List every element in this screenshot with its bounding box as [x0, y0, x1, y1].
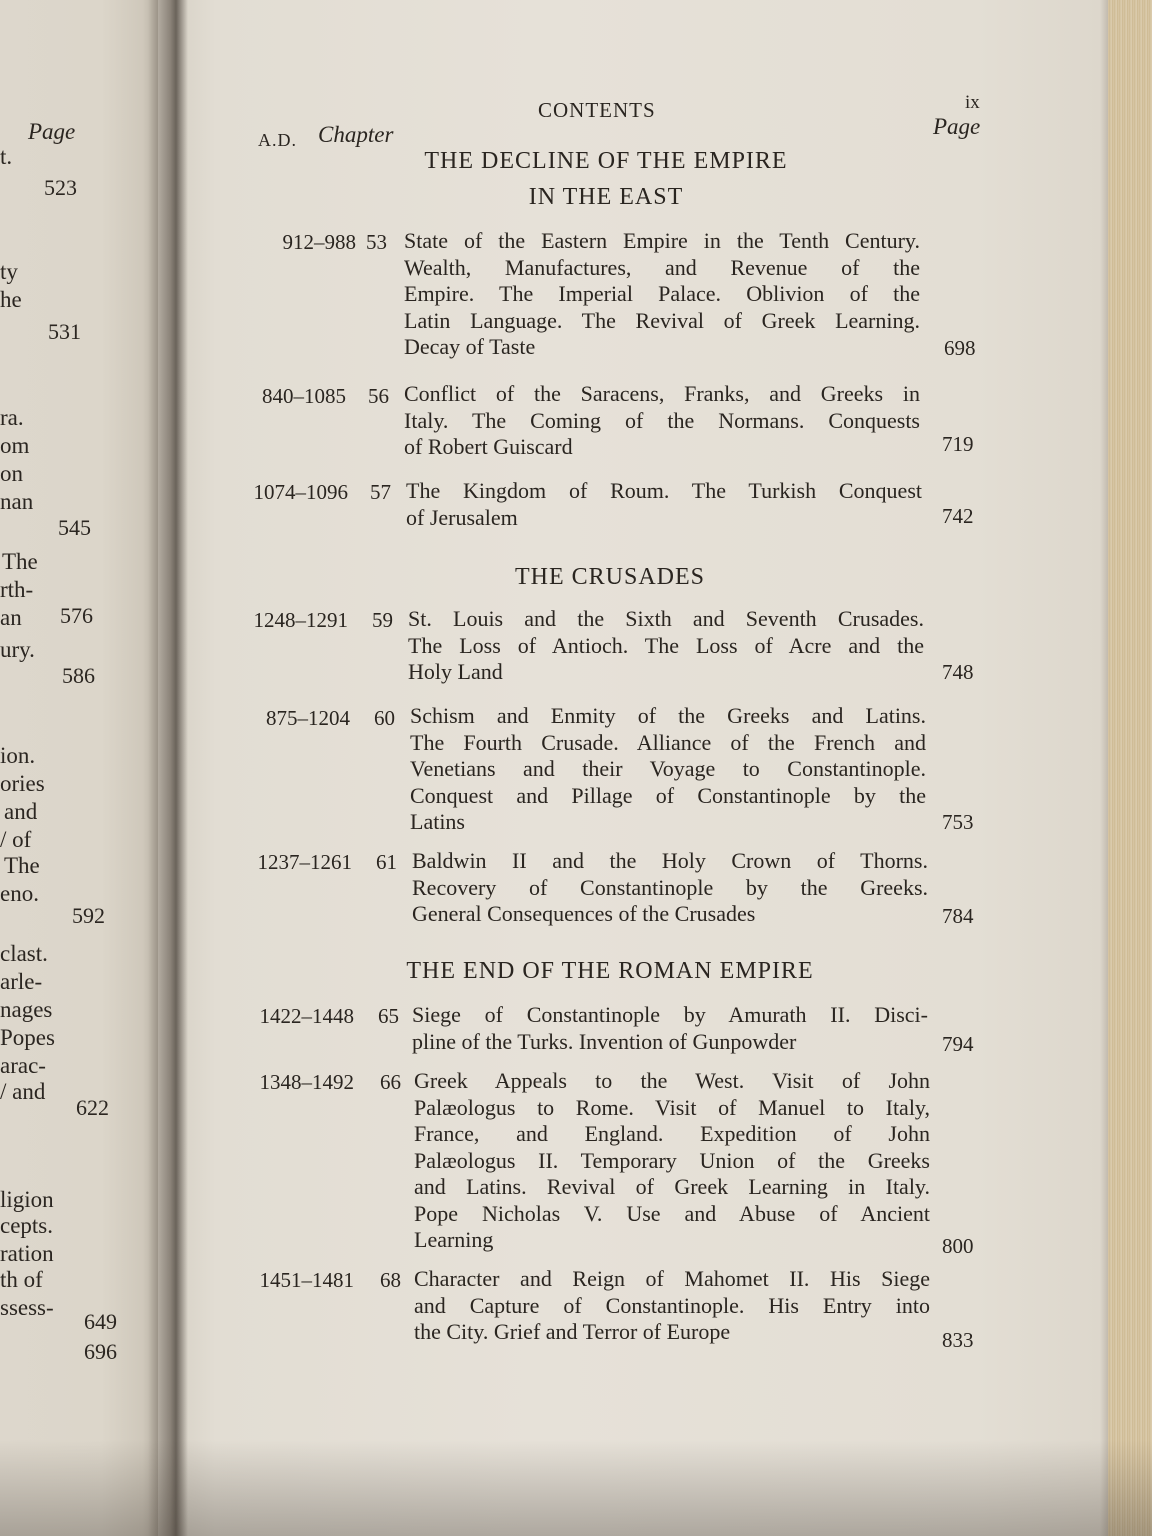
entry-page-number: 748 — [942, 660, 974, 684]
entry-line: Empire. The Imperial Palace. Oblivion of the — [404, 281, 920, 306]
section-title: THE END OF THE ROMAN EMPIRE — [406, 958, 814, 984]
left-fragment: cepts. — [0, 1213, 54, 1238]
entry-page-number: 742 — [942, 504, 974, 528]
left-fragment: / of — [0, 827, 32, 852]
entry-line: and Latins. Revival of Greek Learning in Italy. — [414, 1174, 930, 1199]
left-fragment: The — [4, 853, 40, 878]
entry-chapter: 61 — [376, 850, 397, 874]
left-fragment: nan — [0, 489, 34, 514]
left-fragment: ssess- — [0, 1295, 54, 1320]
left-page-number: 586 — [62, 663, 95, 688]
left-page-number: 592 — [72, 903, 105, 928]
entry-line: The Loss of Antioch. The Loss of Acre and the — [408, 632, 924, 658]
entry-description — [412, 1002, 928, 1055]
left-fragment: clast. — [0, 941, 48, 966]
entry-description — [410, 703, 926, 836]
entry-line: Character and Reign of Mahomet II. His Siege — [414, 1266, 930, 1291]
entry-chapter: 59 — [372, 608, 393, 632]
entry-chapter: 57 — [370, 480, 391, 504]
entry-line: General Consequences of the Crusades — [412, 901, 756, 926]
left-page-number: 622 — [76, 1095, 109, 1120]
left-page-number: 649 — [84, 1309, 117, 1334]
entry-line: Conflict of the Saracens, Franks, and Greeks in — [404, 381, 920, 406]
left-page-number: 545 — [58, 515, 91, 540]
left-fragment: nages — [0, 997, 53, 1022]
entry-line: Greek Appeals to the West. Visit of John — [414, 1068, 930, 1093]
page-roman-numeral: ix — [965, 92, 980, 113]
entry-chapter: 56 — [368, 384, 389, 408]
left-fragment: ion. — [0, 743, 36, 768]
entry-description — [404, 381, 920, 461]
ad-column-label: A.D. — [258, 130, 297, 150]
contents-title: CONTENTS — [538, 98, 656, 122]
left-fragment: t. — [0, 144, 13, 169]
entry-years: 1237–1261 — [257, 850, 352, 874]
left-fragment: ories — [0, 771, 45, 796]
entry-line: Italy. The Coming of the Normans. Conquests — [404, 407, 920, 433]
left-page-number: 576 — [60, 603, 93, 628]
left-fragment: and — [4, 799, 38, 824]
entry-years: 1248–1291 — [253, 608, 348, 632]
left-facing-page — [0, 0, 168, 1536]
entry-line: Conquest and Pillage of Constantinople by the — [410, 782, 926, 808]
entry-description — [406, 478, 922, 531]
entry-description — [404, 228, 920, 361]
left-fragment: arac- — [0, 1053, 46, 1078]
entry-line: Decay of Taste — [404, 334, 536, 359]
entry-line: Holy Land — [408, 659, 503, 684]
entry-years: 840–1085 — [262, 384, 346, 408]
entry-years: 875–1204 — [266, 706, 350, 730]
entry-line: Learning — [414, 1227, 494, 1252]
left-fragment: ligion — [0, 1187, 54, 1212]
section-title: IN THE EAST — [528, 184, 684, 210]
entry-years: 1348–1492 — [259, 1070, 354, 1094]
left-fragment: ra. — [0, 405, 24, 430]
entry-page-number: 719 — [942, 432, 974, 456]
page-column-label: Page — [933, 114, 981, 139]
entry-years: 1422–1448 — [259, 1004, 354, 1028]
entry-line: The Fourth Crusade. Alliance of the French and — [410, 729, 926, 755]
left-fragment: om — [0, 433, 30, 458]
left-page-number: 531 — [48, 319, 81, 344]
entry-line: Latins — [410, 809, 465, 834]
entry-line: Palæologus to Rome. Visit of Manuel to Italy, — [414, 1094, 930, 1120]
entry-description — [408, 606, 924, 686]
entry-line: Palæologus II. Temporary Union of the Greeks — [414, 1147, 930, 1173]
entry-years: 1074–1096 — [253, 480, 348, 504]
section-title: THE CRUSADES — [514, 564, 706, 590]
left-fragment: / and — [0, 1079, 46, 1104]
entry-years: 912–988 — [282, 230, 356, 254]
left-fragment: he — [0, 287, 22, 312]
entry-line: and Capture of Constantinople. His Entry into — [414, 1292, 930, 1318]
entry-line: Baldwin II and the Holy Crown of Thorns. — [412, 848, 928, 873]
entry-line: Venetians and their Voyage to Constantinople. — [410, 756, 926, 781]
entry-description — [412, 848, 928, 928]
entry-line: Latin Language. The Revival of Greek Learning. — [404, 307, 920, 333]
left-fragment: ration — [0, 1241, 54, 1266]
entry-line: St. Louis and the Sixth and Seventh Crusades. — [408, 606, 924, 631]
entry-page-number: 753 — [942, 810, 974, 834]
entry-line: Schism and Enmity of the Greeks and Latins. — [410, 703, 926, 728]
entry-chapter: 68 — [380, 1268, 401, 1292]
entry-page-number: 833 — [942, 1328, 974, 1352]
entry-chapter: 60 — [374, 706, 395, 730]
page-block-edges — [1108, 0, 1152, 1536]
entry-line: Wealth, Manufactures, and Revenue of the — [404, 254, 920, 280]
entry-line: of Jerusalem — [406, 504, 518, 530]
entry-line: Recovery of Constantinople by the Greeks. — [412, 874, 928, 900]
entry-description — [414, 1068, 930, 1254]
left-fragment: th of — [0, 1267, 43, 1292]
left-fragment: rth- — [0, 577, 34, 602]
left-fragment: an — [0, 605, 22, 630]
left-fragment: arle- — [0, 969, 43, 994]
entry-line: State of the Eastern Empire in the Tenth Century. — [404, 228, 920, 253]
entry-years: 1451–1481 — [259, 1268, 354, 1292]
entry-page-number: 800 — [942, 1234, 974, 1258]
section-title: THE DECLINE OF THE EMPIRE — [424, 148, 788, 174]
left-fragment: ty — [0, 259, 18, 284]
entry-page-number: 698 — [944, 336, 976, 360]
entry-chapter: 65 — [378, 1004, 399, 1028]
entry-description — [414, 1266, 930, 1346]
entry-line: France, and England. Expedition of John — [414, 1121, 930, 1146]
left-fragment: on — [0, 461, 23, 486]
entry-line: Siege of Constantinople by Amurath II. Disci- — [412, 1002, 928, 1027]
entry-line: pline of the Turks. Invention of Gunpowder — [412, 1028, 797, 1054]
entry-line: Pope Nicholas V. Use and Abuse of Ancient — [414, 1200, 930, 1226]
entry-page-number: 784 — [942, 904, 974, 928]
entry-page-number: 794 — [942, 1032, 974, 1056]
entry-line: The Kingdom of Roum. The Turkish Conquest — [406, 478, 922, 503]
left-page-number: 696 — [84, 1339, 117, 1364]
left-page-number: 523 — [44, 175, 77, 200]
left-fragment: Popes — [0, 1025, 55, 1050]
left-fragment: eno. — [0, 881, 39, 906]
entry-line: the City. Grief and Terror of Europe — [414, 1319, 731, 1344]
bottom-shadow — [0, 1440, 1152, 1536]
entry-line: of Robert Guiscard — [404, 434, 573, 459]
left-page-heading: Page — [28, 119, 76, 144]
left-fragment: ury. — [0, 637, 35, 662]
entry-chapter: 66 — [380, 1070, 401, 1094]
chapter-column-label: Chapter — [318, 122, 394, 147]
entry-chapter: 53 — [366, 230, 387, 254]
left-fragment: The — [2, 549, 38, 574]
book-gutter-shadow — [148, 0, 188, 1536]
